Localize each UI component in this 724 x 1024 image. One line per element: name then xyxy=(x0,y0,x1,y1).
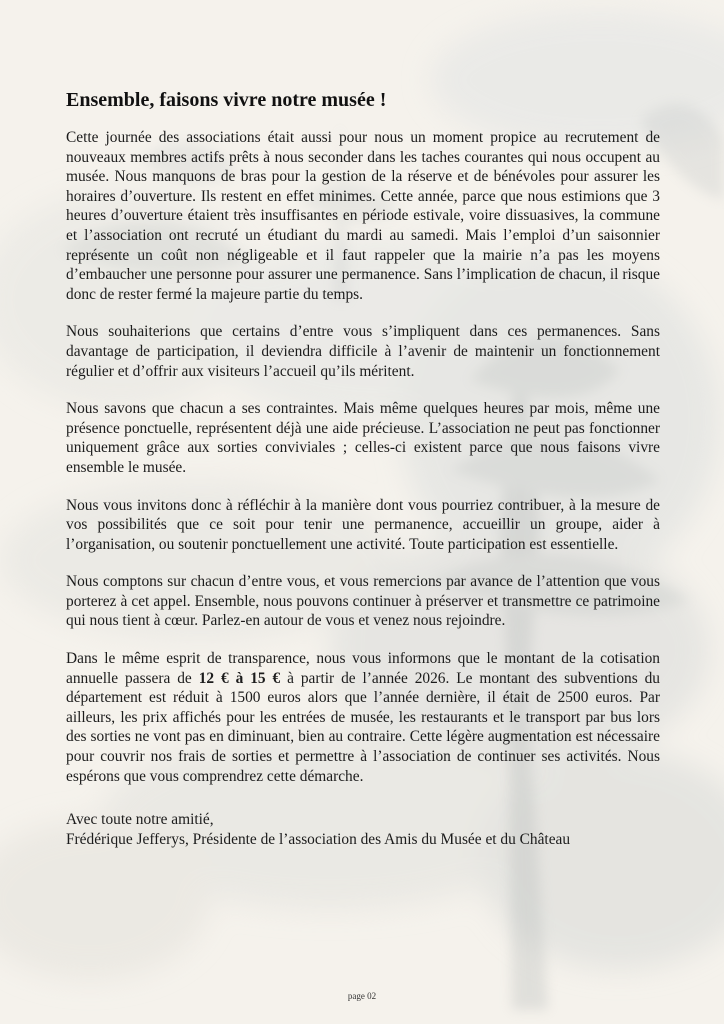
page-number: page 02 xyxy=(347,991,377,1001)
signoff-greeting: Avec toute notre amitié, xyxy=(66,811,214,829)
paragraph-permanences: Nous souhaiterions que certains d’entre vous s’impliquent dans ces permanences. Sans davantage de participation, il deviendra difficile à l’avenir de maintenir un fonctionnement régulier et d’offrir aux visiteurs l’accueil qu’ils méritent. xyxy=(66,323,660,380)
paragraph-constraints: Nous savons que chacun a ses contraintes. Mais même quelques heures par mois, même une présence ponctuelle, représentent déjà une aide précieuse. L’association ne peut pas fonctionner uniquement grâce aux sorties conviviales ; celles-ci existent parce que nous faisons vivre ensemble le musée. xyxy=(66,400,660,476)
cotisation-text-before: Dans le même esprit de transparence, nous vous informons que le montant de la cotisation annuelle passera de xyxy=(66,650,660,687)
paragraph-invitation: Nous vous invitons donc à réfléchir à la manière dont vous pourriez contribuer, à la mesure de vos possibilités que ce soit pour tenir une permanence, accueillir un groupe, aider à l’organisation, ou soutenir ponctuellement une activité. Toute participation est essentielle. xyxy=(66,496,660,553)
paragraph-appeal: Nous comptons sur chacun d’entre vous, et vous remercions par avance de l’attention que vous porterez à cet appel. Ensemble, nous pouvons continuer à préserver et transmettre ce patrimoine qui nous tient à cœur. Parlez-en autour de vous et venez nous rejoindre. xyxy=(66,573,660,630)
paragraph-recruitment: Cette journée des associations était aussi pour nous un moment propice au recrutement de nouveaux membres actifs prêts à nous seconder dans les taches courantes qui nous occupent au musée. Nous manquons de bras pour la gestion de la réserve et de bénévoles pour assurer les horaires d’ouverture. Ils restent en effet minimes. Cette année, parce que nous estimions que 3 heures d’ouverture étaient très insuffisantes en période estivale, voire dissuasives, la commune et l’association ont recruté un étudiant du mardi au samedi. Mais l’emploi d’un saisonnier représente un coût non négligeable et il faut rappeler que la mairie n’a pas les moyens d’embaucher une personne pour assurer une permanence. Sans l’implication de chacun, il risque donc de rester fermé la majeure partie du temps. xyxy=(66,129,660,303)
paragraph-cotisation xyxy=(66,649,660,786)
cotisation-amount-new: 15 € xyxy=(250,669,281,687)
cotisation-text-after: à partir de l’année 2026. Le montant des subventions du département est réduit à 1500 euros alors que l’année dernière, il était de 2500 euros. Par ailleurs, les prix affichés pour les entrées de musée, les restaurants et le transport par bus lors des sorties ne vont pas en diminuant, bien au contraire. Cette légère augmentation est nécessaire pour couvrir nos frais de sorties et permettre à l’association de continuer ses activités. Nous espérons que vous comprendrez cette démarche. xyxy=(66,669,660,785)
cotisation-connector: à xyxy=(228,669,251,687)
signoff-signature: Frédérique Jefferys, Présidente de l’association des Amis du Musée et du Château xyxy=(66,830,571,848)
page-title: Ensemble, faisons vivre notre musée ! xyxy=(66,89,387,111)
signoff xyxy=(66,810,660,849)
cotisation-amount-old: 12 € xyxy=(198,669,229,687)
document-page xyxy=(66,88,660,849)
